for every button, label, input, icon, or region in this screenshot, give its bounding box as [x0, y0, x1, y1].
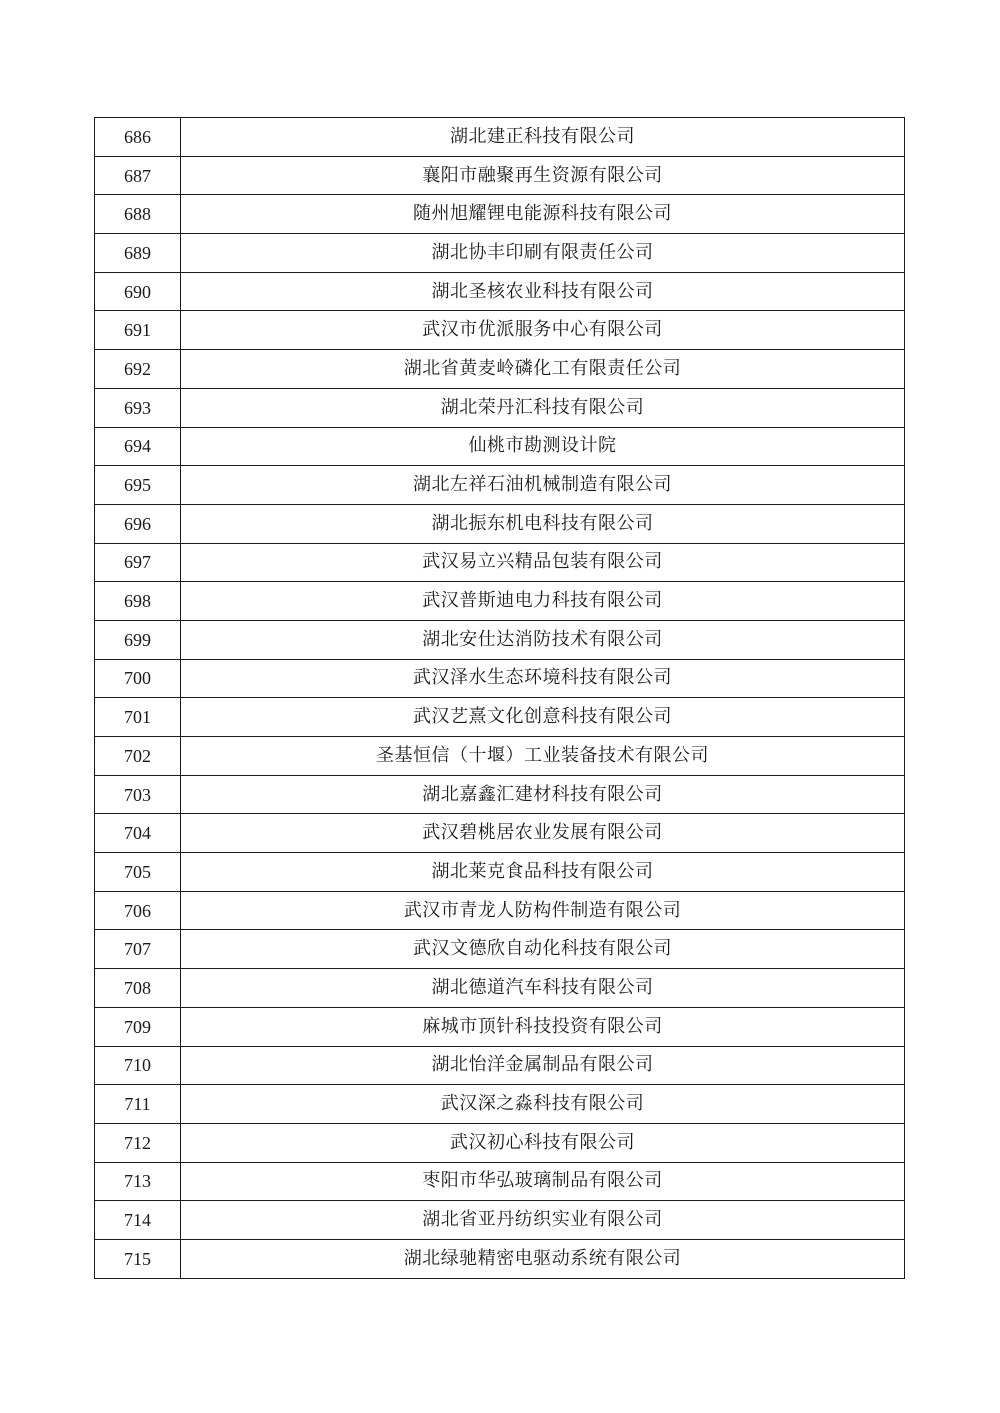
company-list-table [94, 117, 905, 1279]
row-number-cell: 686 [95, 118, 181, 157]
company-name-cell: 湖北荣丹汇科技有限公司 [181, 388, 905, 427]
table-row [95, 698, 905, 737]
table-row [95, 195, 905, 234]
company-name-cell: 湖北左祥石油机械制造有限公司 [181, 466, 905, 505]
row-number-cell: 694 [95, 427, 181, 466]
table-row [95, 311, 905, 350]
row-number-cell: 704 [95, 814, 181, 853]
table-row [95, 1046, 905, 1085]
row-number-cell: 706 [95, 891, 181, 930]
table-row [95, 737, 905, 776]
row-number-cell: 700 [95, 659, 181, 698]
company-name-cell: 武汉泽水生态环境科技有限公司 [181, 659, 905, 698]
table-row [95, 582, 905, 621]
company-name-cell: 武汉市优派服务中心有限公司 [181, 311, 905, 350]
table-row [95, 156, 905, 195]
company-name-cell: 武汉文德欣自动化科技有限公司 [181, 930, 905, 969]
row-number-cell: 697 [95, 543, 181, 582]
company-name-cell: 湖北省亚丹纺织实业有限公司 [181, 1201, 905, 1240]
row-number-cell: 687 [95, 156, 181, 195]
company-name-cell: 武汉普斯迪电力科技有限公司 [181, 582, 905, 621]
company-name-cell: 湖北圣核农业科技有限公司 [181, 272, 905, 311]
company-name-cell: 武汉易立兴精品包装有限公司 [181, 543, 905, 582]
row-number-cell: 689 [95, 234, 181, 273]
company-name-cell: 湖北莱克食品科技有限公司 [181, 853, 905, 892]
table-row [95, 427, 905, 466]
company-name-cell: 湖北德道汽车科技有限公司 [181, 969, 905, 1008]
table-row [95, 659, 905, 698]
table-row [95, 891, 905, 930]
row-number-cell: 712 [95, 1123, 181, 1162]
company-name-cell: 武汉市青龙人防构件制造有限公司 [181, 891, 905, 930]
row-number-cell: 707 [95, 930, 181, 969]
table-row [95, 853, 905, 892]
row-number-cell: 710 [95, 1046, 181, 1085]
row-number-cell: 711 [95, 1085, 181, 1124]
table-row [95, 775, 905, 814]
row-number-cell: 702 [95, 737, 181, 776]
row-number-cell: 701 [95, 698, 181, 737]
row-number-cell: 714 [95, 1201, 181, 1240]
row-number-cell: 709 [95, 1007, 181, 1046]
table-row [95, 118, 905, 157]
table-row [95, 1201, 905, 1240]
table-row [95, 1007, 905, 1046]
company-name-cell: 湖北绿驰精密电驱动系统有限公司 [181, 1239, 905, 1278]
table-row [95, 620, 905, 659]
row-number-cell: 715 [95, 1239, 181, 1278]
row-number-cell: 698 [95, 582, 181, 621]
table-row [95, 350, 905, 389]
table-row [95, 504, 905, 543]
company-name-cell: 武汉碧桃居农业发展有限公司 [181, 814, 905, 853]
row-number-cell: 695 [95, 466, 181, 505]
table-row [95, 1085, 905, 1124]
company-name-cell: 武汉初心科技有限公司 [181, 1123, 905, 1162]
company-name-cell: 麻城市顶针科技投资有限公司 [181, 1007, 905, 1046]
row-number-cell: 696 [95, 504, 181, 543]
company-name-cell: 湖北嘉鑫汇建材科技有限公司 [181, 775, 905, 814]
table-row [95, 234, 905, 273]
company-name-cell: 湖北协丰印刷有限责任公司 [181, 234, 905, 273]
company-name-cell: 湖北安仕达消防技术有限公司 [181, 620, 905, 659]
company-name-cell: 武汉艺熹文化创意科技有限公司 [181, 698, 905, 737]
company-name-cell: 武汉深之淼科技有限公司 [181, 1085, 905, 1124]
row-number-cell: 690 [95, 272, 181, 311]
row-number-cell: 708 [95, 969, 181, 1008]
company-list-body [95, 118, 905, 1279]
table-row [95, 272, 905, 311]
company-name-cell: 随州旭耀锂电能源科技有限公司 [181, 195, 905, 234]
table-row [95, 1239, 905, 1278]
row-number-cell: 692 [95, 350, 181, 389]
company-name-cell: 襄阳市融聚再生资源有限公司 [181, 156, 905, 195]
table-row [95, 543, 905, 582]
company-name-cell: 圣基恒信（十堰）工业装备技术有限公司 [181, 737, 905, 776]
company-name-cell: 湖北怡洋金属制品有限公司 [181, 1046, 905, 1085]
company-name-cell: 湖北振东机电科技有限公司 [181, 504, 905, 543]
table-row [95, 969, 905, 1008]
table-row [95, 930, 905, 969]
company-name-cell: 枣阳市华弘玻璃制品有限公司 [181, 1162, 905, 1201]
row-number-cell: 703 [95, 775, 181, 814]
table-row [95, 814, 905, 853]
table-row [95, 1162, 905, 1201]
table-row [95, 388, 905, 427]
table-row [95, 1123, 905, 1162]
company-name-cell: 仙桃市勘测设计院 [181, 427, 905, 466]
row-number-cell: 691 [95, 311, 181, 350]
row-number-cell: 713 [95, 1162, 181, 1201]
company-name-cell: 湖北建正科技有限公司 [181, 118, 905, 157]
row-number-cell: 699 [95, 620, 181, 659]
company-name-cell: 湖北省黄麦岭磷化工有限责任公司 [181, 350, 905, 389]
table-row [95, 466, 905, 505]
row-number-cell: 705 [95, 853, 181, 892]
row-number-cell: 688 [95, 195, 181, 234]
row-number-cell: 693 [95, 388, 181, 427]
